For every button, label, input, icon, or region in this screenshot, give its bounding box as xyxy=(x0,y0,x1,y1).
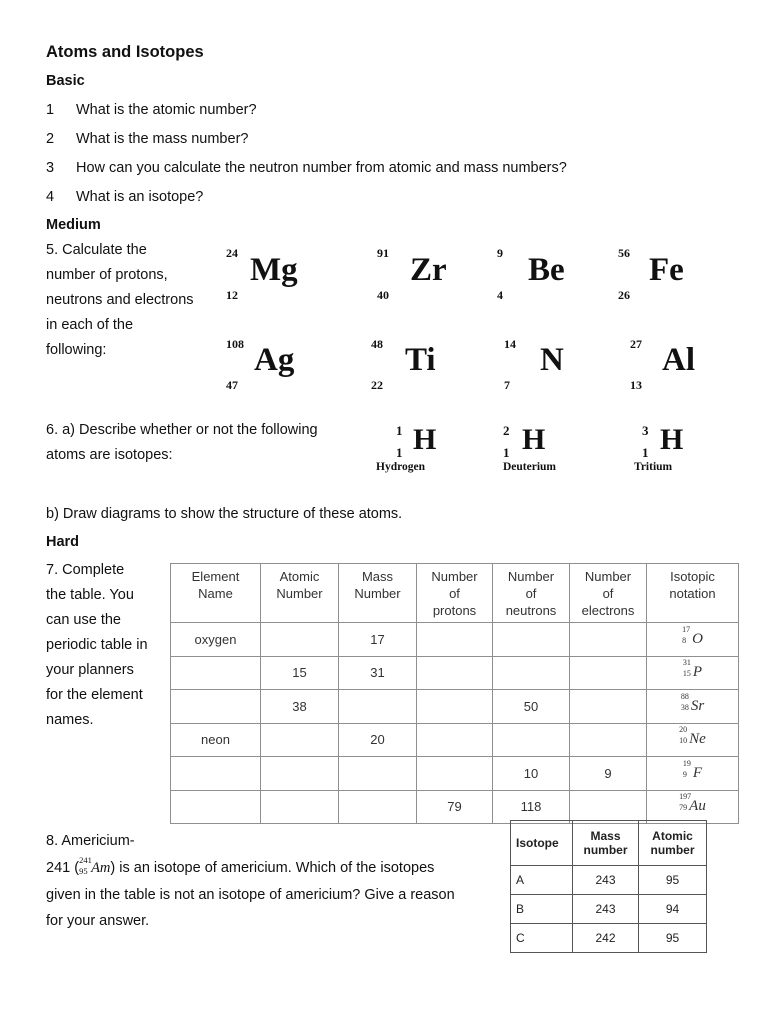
cell-isotopic-notation xyxy=(647,757,739,791)
element-symbol: Ag xyxy=(254,342,295,378)
element-symbol: Mg xyxy=(250,252,298,288)
isotope-notation xyxy=(679,725,706,748)
atomic-number: 38 xyxy=(680,702,689,712)
cell-protons: 79 xyxy=(417,790,493,824)
mass-number: 14 xyxy=(504,337,516,351)
mass-number: 1 xyxy=(396,423,403,438)
question-6b-text: b) Draw diagrams to show the structure of these atoms. xyxy=(46,506,403,522)
cell-atomic-number xyxy=(261,757,339,791)
header-number-of-electrons: Number of electrons xyxy=(570,564,647,623)
isotope-notation xyxy=(682,758,703,782)
question-number: 1 xyxy=(46,102,55,118)
cell-electrons: 9 xyxy=(570,757,647,791)
table-row xyxy=(171,656,739,690)
cell-element-name: oxygen xyxy=(171,623,261,657)
text-line: can use the xyxy=(46,612,121,628)
table-header-row xyxy=(171,564,739,623)
cell-atomic-number: 38 xyxy=(261,690,339,724)
atomic-number: 1 xyxy=(503,445,510,460)
question-text: How can you calculate the neutron number from atomic and mass numbers? xyxy=(76,160,567,176)
cell-neutrons: 10 xyxy=(493,757,570,791)
cell-element-name xyxy=(171,790,261,824)
header-atomic-number: Atomic number xyxy=(639,821,707,866)
cell-neutrons: 118 xyxy=(493,790,570,824)
page-title: Atoms and Isotopes xyxy=(46,43,204,61)
cell-isotopic-notation xyxy=(647,690,739,724)
text-line: the table. You xyxy=(46,587,134,603)
table-row xyxy=(511,895,707,924)
section-heading-medium: Medium xyxy=(46,217,101,233)
header-atomic-number: Atomic Number xyxy=(261,564,339,623)
cell-neutrons xyxy=(493,656,570,690)
text-line: atoms are isotopes: xyxy=(46,447,173,463)
header-number-of-neutrons: Number of neutrons xyxy=(493,564,570,623)
question-text: What is the atomic number? xyxy=(76,102,257,118)
cell-mass-number: 31 xyxy=(339,656,417,690)
atomic-number: 95 xyxy=(79,866,88,876)
question-number: 4 xyxy=(46,189,55,205)
table-row xyxy=(171,690,739,724)
header-isotope: Isotope xyxy=(511,821,573,866)
cell-atomic-number xyxy=(261,723,339,757)
atomic-number: 47 xyxy=(226,378,238,392)
isotope-notation xyxy=(682,624,703,648)
element-symbol: O xyxy=(692,630,703,647)
mass-number: 88 xyxy=(680,691,689,701)
element-symbol: Zr xyxy=(410,252,447,288)
question-text: What is an isotope? xyxy=(76,189,204,205)
cell-mass-number xyxy=(339,757,417,791)
element-symbol: P xyxy=(692,664,703,681)
mass-number: 19 xyxy=(682,758,691,768)
text-line: 7. Complete xyxy=(46,562,125,578)
isotope-completion-table xyxy=(170,563,739,824)
mass-number: 197 xyxy=(679,792,692,802)
cell-protons xyxy=(417,656,493,690)
mass-number: 56 xyxy=(618,246,630,260)
mass-number: 241 xyxy=(79,855,92,865)
header-number-of-protons: Number of protons xyxy=(417,564,493,623)
atomic-number: 10 xyxy=(679,736,688,746)
mass-number: 48 xyxy=(371,337,383,351)
cell-mass-number xyxy=(339,790,417,824)
mass-number: 31 xyxy=(682,658,691,668)
element-symbol: Am xyxy=(91,860,111,876)
cell-protons xyxy=(417,623,493,657)
text-line: following: xyxy=(46,342,107,358)
element-symbol: Al xyxy=(662,342,695,378)
section-heading-hard: Hard xyxy=(46,534,80,550)
cell-mass-number: 242 xyxy=(573,924,639,953)
atomic-number: 22 xyxy=(371,378,383,392)
cell-electrons xyxy=(570,656,647,690)
americium-isotope-table xyxy=(510,820,707,953)
header-element-name: Element Name xyxy=(171,564,261,623)
atomic-number: 13 xyxy=(630,378,642,392)
isotope-name: Deuterium xyxy=(503,461,557,473)
text-line: 5. Calculate the xyxy=(46,242,147,258)
question-8-line-3: given in the table is not an isotope of americium? Give a reason xyxy=(46,887,455,903)
mass-number: 9 xyxy=(497,246,503,260)
cell-element-name xyxy=(171,757,261,791)
question-8-line-1: 8. Americium- xyxy=(46,833,135,849)
table-row xyxy=(171,623,739,657)
header-mass-number: Mass number xyxy=(573,821,639,866)
question-8-line-4: for your answer. xyxy=(46,913,150,929)
isotope-notation xyxy=(682,658,703,681)
element-symbol: Ti xyxy=(405,342,436,378)
text-line: periodic table in xyxy=(46,637,148,653)
text-line: number of protons, xyxy=(46,267,168,283)
atomic-number: 79 xyxy=(679,803,688,813)
cell-isotopic-notation xyxy=(647,623,739,657)
americium-notation xyxy=(79,855,111,877)
cell-atomic-number xyxy=(261,790,339,824)
question-8-line-2 xyxy=(46,855,435,877)
element-symbol: H xyxy=(522,423,546,456)
cell-atomic-number: 15 xyxy=(261,656,339,690)
atomic-number: 26 xyxy=(618,288,630,302)
table-header-row xyxy=(511,821,707,866)
cell-electrons xyxy=(570,790,647,824)
question-text: What is the mass number? xyxy=(76,131,249,147)
atomic-number: 40 xyxy=(377,288,389,302)
section-heading-basic: Basic xyxy=(46,73,85,89)
table-row xyxy=(171,790,739,824)
element-symbol: Sr xyxy=(690,697,705,714)
question-number: 3 xyxy=(46,160,55,176)
question-7-text xyxy=(46,558,148,733)
text-fragment: ) is an isotope of americium. Which of the isotopes xyxy=(110,860,435,876)
mass-number: 20 xyxy=(679,725,688,735)
isotope-name: Hydrogen xyxy=(376,461,425,473)
text-line: names. xyxy=(46,712,94,728)
question-3 xyxy=(46,160,567,176)
cell-mass-number: 243 xyxy=(573,895,639,924)
cell-isotope: B xyxy=(511,895,573,924)
cell-element-name xyxy=(171,656,261,690)
table-row xyxy=(511,866,707,895)
cell-isotope: A xyxy=(511,866,573,895)
header-mass-number: Mass Number xyxy=(339,564,417,623)
question-2 xyxy=(46,131,248,147)
cell-isotope: C xyxy=(511,924,573,953)
cell-neutrons xyxy=(493,723,570,757)
mass-number: 108 xyxy=(226,337,244,351)
isotope-notation xyxy=(680,691,705,715)
question-4 xyxy=(46,189,203,205)
cell-isotopic-notation xyxy=(647,656,739,690)
element-symbol: Be xyxy=(528,252,565,288)
cell-isotopic-notation xyxy=(647,723,739,757)
cell-mass-number xyxy=(339,690,417,724)
atomic-number: 8 xyxy=(682,635,687,645)
element-symbol: N xyxy=(540,342,564,378)
atomic-number: 1 xyxy=(642,445,649,460)
cell-atomic-number: 94 xyxy=(639,895,707,924)
cell-mass-number: 17 xyxy=(339,623,417,657)
element-symbol: H xyxy=(660,423,684,456)
text-line: neutrons and electrons xyxy=(46,292,194,308)
cell-element-name xyxy=(171,690,261,724)
element-symbol: F xyxy=(692,764,703,781)
mass-number: 2 xyxy=(503,423,510,438)
text-line: for the element xyxy=(46,687,143,703)
table-row xyxy=(171,723,739,757)
mass-number: 3 xyxy=(642,423,649,438)
cell-electrons xyxy=(570,623,647,657)
question-1 xyxy=(46,102,257,118)
cell-element-name: neon xyxy=(171,723,261,757)
cell-neutrons xyxy=(493,623,570,657)
table-row xyxy=(171,757,739,791)
text-line: in each of the xyxy=(46,317,134,333)
text-line: your planners xyxy=(46,662,134,678)
mass-number: 24 xyxy=(226,246,238,260)
atomic-number: 7 xyxy=(504,378,510,392)
mass-number: 17 xyxy=(682,624,691,634)
cell-isotopic-notation xyxy=(647,790,739,824)
cell-protons xyxy=(417,723,493,757)
element-symbol: Au xyxy=(689,798,706,815)
element-symbol: Fe xyxy=(649,252,684,288)
cell-electrons xyxy=(570,723,647,757)
isotope-name: Tritium xyxy=(634,461,673,473)
cell-protons xyxy=(417,690,493,724)
table-row xyxy=(511,924,707,953)
question-5-text xyxy=(46,238,221,363)
atomic-number: 4 xyxy=(497,288,503,302)
element-symbol: H xyxy=(413,423,437,456)
isotope-notation xyxy=(679,792,706,815)
cell-neutrons: 50 xyxy=(493,690,570,724)
header-isotopic-notation: Isotopic notation xyxy=(647,564,739,623)
question-number: 2 xyxy=(46,131,55,147)
atomic-number: 9 xyxy=(682,769,687,779)
question-6a-text xyxy=(46,418,318,468)
atomic-number: 12 xyxy=(226,288,238,302)
cell-atomic-number xyxy=(261,623,339,657)
cell-atomic-number: 95 xyxy=(639,924,707,953)
cell-protons xyxy=(417,757,493,791)
text-fragment: 241 ( xyxy=(46,860,80,876)
cell-electrons xyxy=(570,690,647,724)
cell-mass-number: 20 xyxy=(339,723,417,757)
cell-atomic-number: 95 xyxy=(639,866,707,895)
text-line: 6. a) Describe whether or not the following xyxy=(46,422,318,438)
atomic-number: 15 xyxy=(682,669,691,679)
cell-mass-number: 243 xyxy=(573,866,639,895)
mass-number: 91 xyxy=(377,246,389,260)
element-symbol: Ne xyxy=(689,731,706,748)
atomic-number: 1 xyxy=(396,445,403,460)
mass-number: 27 xyxy=(630,337,642,351)
